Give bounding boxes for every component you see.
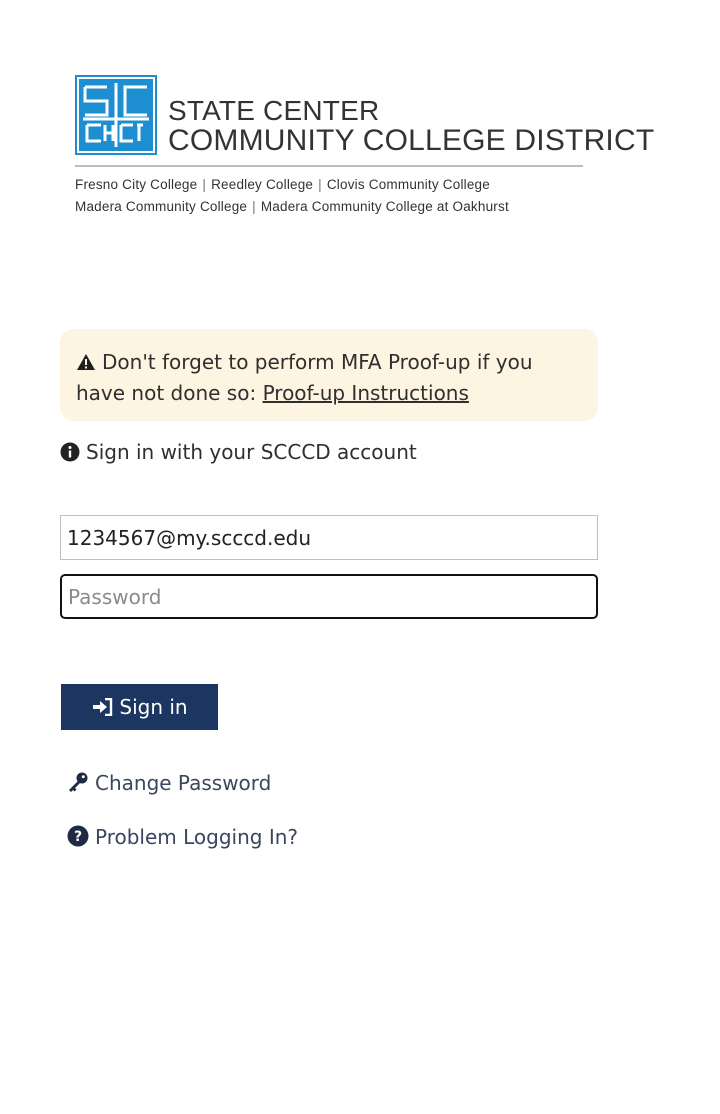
question-circle-icon — [67, 825, 89, 847]
separator: | — [252, 199, 256, 214]
problem-logging-in-link[interactable] — [67, 825, 298, 849]
sign-in-hint — [60, 440, 417, 464]
separator: | — [202, 177, 207, 192]
brand-divider — [75, 165, 583, 167]
district-name-line2: COMMUNITY COLLEGE DISTRICT — [168, 124, 655, 157]
scccd-logo — [75, 75, 157, 155]
svg-text:?: ? — [73, 829, 83, 845]
sign-in-hint-text: Sign in with your SCCCD account — [86, 440, 417, 464]
problem-logging-in-label: Problem Logging In? — [95, 825, 299, 849]
college-name: Fresno City College — [75, 177, 198, 192]
change-password-label: Change Password — [95, 771, 272, 795]
college-name: Clovis Community College — [326, 177, 490, 192]
warning-icon — [76, 353, 96, 371]
sign-in-button[interactable] — [61, 684, 218, 730]
college-name: Madera Community College — [75, 199, 248, 214]
mfa-notice-text: Don't forget to perform MFA Proof-up if you have not done so: — [76, 350, 533, 405]
college-list-row2 — [75, 199, 509, 214]
separator: | — [318, 177, 322, 192]
proof-up-instructions-link[interactable]: Proof-up Instructions — [262, 381, 469, 405]
sign-in-button-label: Sign in — [119, 695, 188, 719]
info-icon — [60, 442, 80, 462]
college-name: Reedley College — [211, 177, 314, 192]
mfa-notice — [60, 329, 598, 421]
username-field[interactable] — [60, 515, 598, 560]
password-field[interactable] — [60, 574, 598, 619]
sign-in-icon — [91, 698, 113, 716]
key-icon — [67, 771, 89, 793]
district-name-line1: STATE CENTER — [168, 95, 380, 126]
change-password-link[interactable] — [67, 771, 271, 795]
college-list-row1 — [75, 177, 490, 192]
college-name: Madera Community College at Oakhurst — [260, 199, 509, 214]
